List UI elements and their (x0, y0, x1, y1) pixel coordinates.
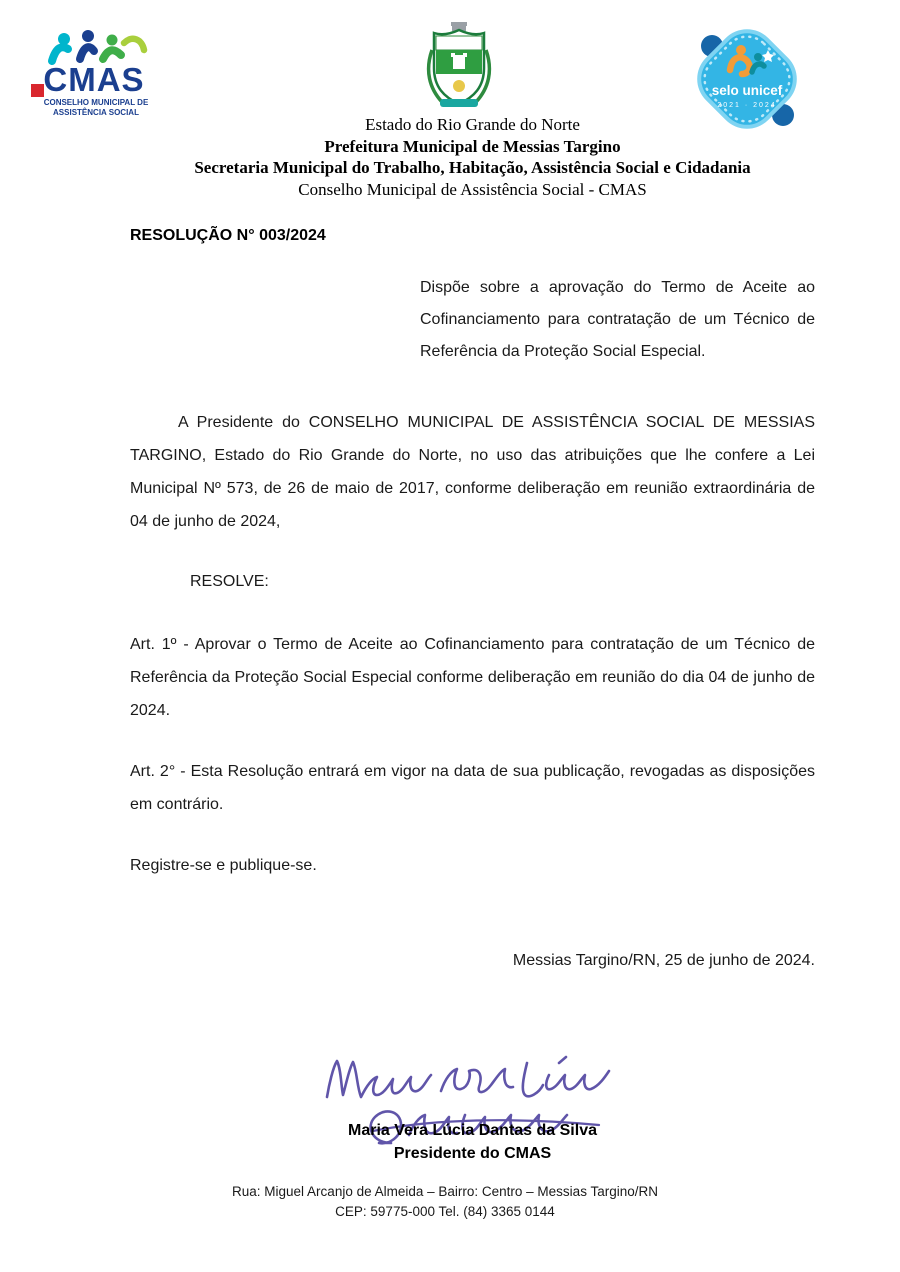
signatory-name: Maria Vera Lúcia Dantas da Silva (347, 1122, 597, 1139)
resolution-summary: Dispõe sobre a aprovação do Termo de Aceite ao Cofinanciamento para contratação de um Técnico de Referência da Proteção Social Especial. (420, 279, 815, 360)
signatory-title: Presidente do CMAS (393, 1145, 552, 1162)
unicef-seal-years: 2021 · 2024 (717, 102, 777, 109)
letterhead-conselho: Conselho Municipal de Assistência Social - CMAS (298, 179, 647, 199)
resolution-preamble: A Presidente do CONSELHO MUNICIPAL DE ASSISTÊNCIA SOCIAL DE MESSIAS TARGINO, Estado do Rio Grande do Norte, no uso das atribuições que lhe confere a Lei Municipal Nº 573, de 26 de maio de 2017, conforme deliberação em reunião extraordinária de 04 de junho de 2024, (130, 414, 815, 530)
cmas-logo-title: CMAS (43, 61, 145, 98)
resolution-number: RESOLUÇÃO N° 003/2024 (130, 227, 326, 244)
article-1: Art. 1º - Aprovar o Termo de Aceite ao Cofinanciamento para contratação de um Técnico de Referência da Proteção Social Especial conforme deliberação em reunião do dia 04 de junho de 2024. (130, 636, 815, 719)
article-2: Art. 2° - Esta Resolução entrará em vigor na data de sua publicação, revogadas as disposições em contrário. (130, 763, 815, 813)
letterhead (130, 114, 815, 200)
footer-address: Rua: Miguel Arcanjo de Almeida – Bairro: Centro – Messias Targino/RN (232, 1184, 658, 1199)
register-line: Registre-se e publique-se. (130, 857, 317, 874)
letterhead-state: Estado do Rio Grande do Norte (365, 115, 580, 134)
letterhead-secretaria: Secretaria Municipal do Trabalho, Habitação, Assistência Social e Cidadania (194, 158, 751, 177)
cmas-logo-subtitle-2: ASSISTÊNCIA SOCIAL (53, 108, 139, 117)
cmas-logo-subtitle-1: CONSELHO MUNICIPAL DE (43, 98, 149, 107)
footer-cep-phone: CEP: 59775-000 Tel. (84) 3365 0144 (335, 1204, 555, 1219)
letterhead-prefeitura: Prefeitura Municipal de Messias Targino (324, 136, 621, 156)
page-footer (0, 1182, 890, 1222)
dateline: Messias Targino/RN, 25 de junho de 2024. (512, 952, 815, 969)
signature-block (130, 1047, 815, 1165)
resolve-label: RESOLVE: (190, 573, 269, 590)
document-body (130, 0, 815, 1165)
unicef-seal-title: selo unicef (711, 83, 783, 98)
